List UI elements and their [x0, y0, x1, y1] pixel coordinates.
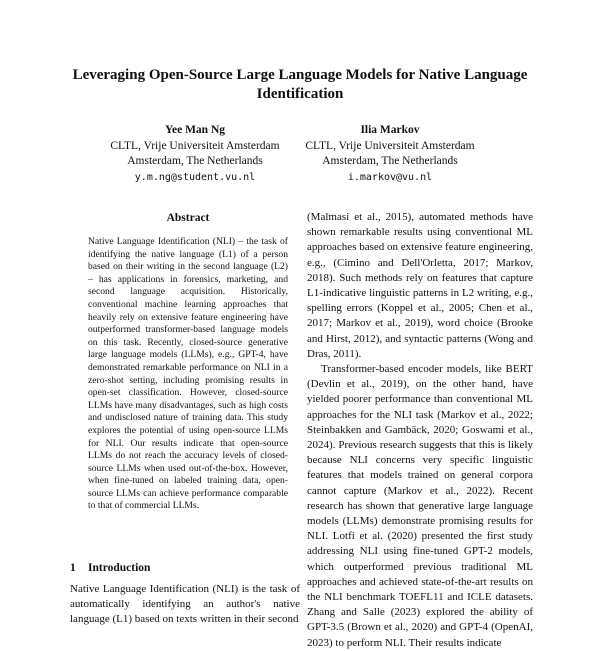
abstract-heading: Abstract — [166, 212, 210, 224]
author-affiliation: CLTL, Vrije Universiteit Amsterdam — [305, 139, 475, 152]
author-email: i.markov@vu.nl — [347, 171, 433, 183]
abstract-text: Native Language Identification (NLI) – the task of identifying the native language (L1) of a person based on their writing in the second language (L2) – has applications in forensics, marketing, and second language acquisition. Historically, conventional machine learning approaches that heavily rely on extensive feature engineering have outperformed transformer-based language models on this task. Recently, closed-source generative large language models (LLMs), e.g., GPT-4, have demonstrated remarkable performance on NLI in a zero-shot setting, including promising results in open-set classification. However, closed-source LLMs have many disadvantages, such as high costs and undisclosed nature of training data. This study explores the potential of using open-source LLMs for NLI. Our results indicate that open-source LLMs do not reach the accuracy levels of closed-source LLMs when used out-of-the-box. However, when fine-tuned on labeled training data, open-source LLMs can achieve performance comparable to that of commercial LLMs. — [88, 236, 288, 512]
author-name: Ilia Markov — [360, 124, 420, 136]
section-heading — [70, 562, 300, 574]
body-paragraph: Transformer-based encoder models, like BERT (Devlin et al., 2019), on the other hand, have yielded poorer performance than conventional ML approaches for the NLI task (Markov et al., 2022; Steinbakken and Gambäck, 2020; Goswami et al., 2024). Previous research suggests that this is likely because NLI concerns very specific linguistic features that models trained on general corpora cannot capture (Markov et al., 2022). Recent research has shown that generative large language models (LLMs) demonstrate promising results for NLI. Lotfi et al. (2020) presented the first study addressing NLI using fine-tuned GPT-2 models, which outperformed previous traditional ML approaches and achieved state-of-the-art results on the NLI benchmark TOEFL11 and ICLE datasets. Zhang and Salle (2023) explored the ability of GPT-3.5 (Brown et al., 2020) and GPT-4 (OpenAI, 2023) to perform NLI. Their results indicate — [307, 363, 533, 649]
author-block-2 — [290, 123, 490, 185]
author-location: Amsterdam, The Netherlands — [322, 155, 458, 167]
section-title: Introduction — [88, 562, 151, 574]
author-location: Amsterdam, The Netherlands — [127, 155, 263, 167]
author-email: y.m.ng@student.vu.nl — [134, 171, 256, 183]
section-number: 1 — [70, 562, 76, 574]
paper-title: Leveraging Open-Source Large Language Models for Native Language Identification — [72, 67, 528, 102]
author-affiliation: CLTL, Vrije Universiteit Amsterdam — [110, 139, 280, 152]
author-name: Yee Man Ng — [164, 124, 226, 136]
body-paragraph: (Malmasi et al., 2015), automated methods have shown remarkable results using conventional ML approaches based on extensive feature engineering, e.g., (Cimino and Dell'Orletta, 2017; Markov, 2018). Such methods rely on features that capture L1-indicative linguistic patterns in L2 writing, e.g., spelling errors (Koppel et al., 2005; Chen et al., 2017; Markov et al., 2019), word choice (Brooke and Hirst, 2012), and syntactic patterns (Wong and Dras, 2011). — [307, 211, 534, 360]
intro-paragraph: Native Language Identification (NLI) is the task of automatically identifying an author's native language (L1) based on texts written in their second — [70, 583, 300, 626]
author-block-1 — [95, 123, 295, 185]
right-column — [307, 210, 533, 651]
